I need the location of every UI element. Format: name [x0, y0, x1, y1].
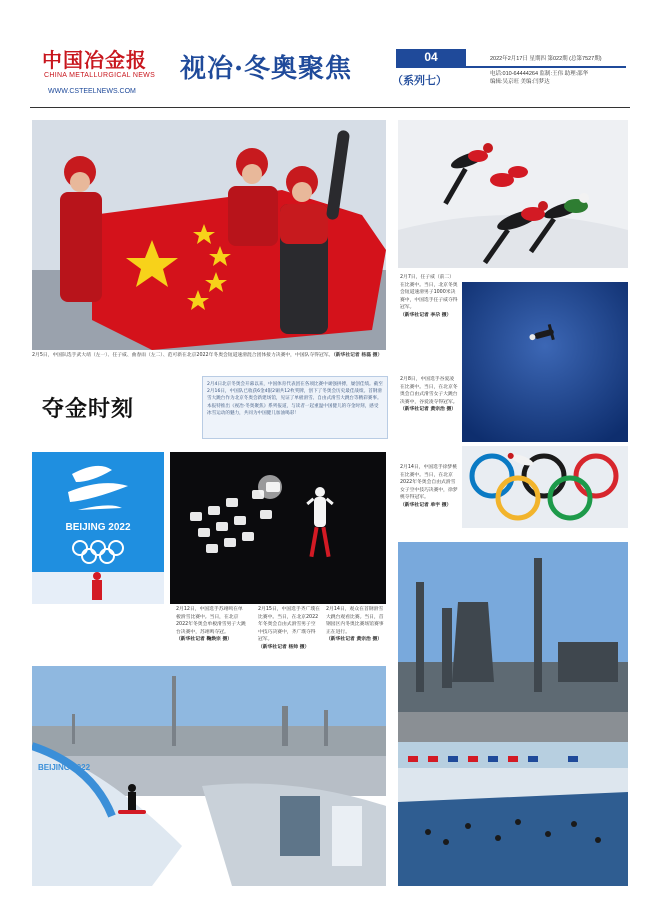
- editor-line: 编辑:吴京旺 美编:闫梦达: [490, 79, 550, 85]
- beijing-2022-wordmark: BEIJING 2022: [65, 522, 131, 533]
- feature-intro-box: [202, 376, 388, 439]
- photo-aerial-skier-sky[interactable]: [462, 282, 628, 442]
- issue-date: 2022年2月17日 星期四 第022期 (总第7527期): [490, 56, 602, 62]
- caption-text: 2月15日，中国选手齐广璞在比赛中。当日，在北京2022年冬奥会自由式滑雪男子空中技巧决赛中，齐广璞夺得冠军。: [258, 607, 320, 643]
- photo-beijing-2022-emblem[interactable]: [32, 452, 164, 604]
- contact-line: 电话:010-64444264 监制:王伟 助理:邵华: [490, 71, 589, 77]
- photo-relay-team-flag[interactable]: [32, 120, 386, 350]
- page-divider: [30, 107, 630, 108]
- caption-credit: （新华社记者 李尕 摄）: [400, 312, 452, 318]
- caption-credit: （新华社记者 鞠焕宗 摄）: [176, 637, 233, 643]
- caption-credit: （新华社记者 黄宗治 摄）: [326, 637, 383, 643]
- newspaper-logo-english: CHINA METALLURGICAL NEWS: [44, 72, 156, 79]
- page-title: 视冶·冬奥聚焦: [180, 54, 353, 84]
- caption-credit: （新华社记者 单宇 摄）: [400, 502, 452, 508]
- photo-shougang-industrial-park[interactable]: [398, 542, 628, 886]
- newspaper-logo[interactable]: 中国冶金报: [42, 48, 147, 72]
- header-divider: [396, 66, 626, 68]
- caption-text: 2月7日，任子威（前二）在比赛中。当日，北京冬奥会短道速滑男子1000米决赛中，中国选手任子威夺得冠军。: [400, 275, 458, 311]
- feature-intro-text: 2月4日北京冬奥会开幕以来，中国体育代表团在各项比赛中顽强拼搏，屡创佳绩。截至2月16日，中国队已收获6金4银2铜共12枚奖牌，创下了冬奥会历史最佳战绩。首钢滑雪大跳台作为北京冬奥会新建场馆，见证了单板滑雪、自由式滑雪大跳台等精彩赛事。本报特推出《视冶·冬奥聚焦》系列报道，与读者一起重温中国健儿的夺金时刻，感受冰雪运动的魅力，共同为中国健儿加油喝彩！: [207, 382, 383, 416]
- photo-short-track-race[interactable]: [398, 120, 628, 268]
- caption-text: 2月12日，中国选手苏翊鸣在单板滑雪比赛中。当日，在北京2022年冬奥会单板滑雪男子大跳台决赛中，苏翊鸣夺冠。: [176, 607, 246, 635]
- series-label: （系列七）: [392, 74, 447, 87]
- caption-aerial-skier: [400, 376, 458, 414]
- masthead: [0, 0, 660, 110]
- caption-credit: （新华社记者 杨磊 摄）: [333, 353, 383, 358]
- caption-text: 2月5日，中国队选手武大靖（左一）、任子威、曲春雨（左二）、范可新在北京2022年冬奥会短道速滑混合团体接力决赛中，中国队夺得冠军。: [32, 353, 334, 358]
- caption-text: 2月14日，观众在首钢滑雪大跳台观看比赛。当日，首钢园区内冬奥比赛场馆赛事正在进行。: [326, 607, 384, 635]
- caption-credit: （新华社记者 黄宗治 摄）: [400, 407, 457, 413]
- caption-text: 2月8日，中国选手谷爱凌在比赛中。当日，在北京冬奥会自由式滑雪女子大跳台决赛中，谷爱凌夺得冠军。: [400, 377, 458, 405]
- caption-night-skier: [258, 606, 320, 652]
- caption-beijing-emblem: [176, 606, 246, 644]
- section-title: 夺金时刻: [42, 397, 135, 422]
- caption-credit: （新华社记者 杨帅 摄）: [258, 644, 310, 650]
- page-number-badge: 04: [396, 49, 466, 66]
- website-link[interactable]: WWW.CSTEELNEWS.COM: [48, 88, 136, 95]
- caption-relay-team: [32, 352, 386, 360]
- caption-text: 2月14日，中国选手徐梦桃在比赛中。当日，在北京2022年冬奥会自由式滑雪女子空中技巧决赛中，徐梦桃夺得冠军。: [400, 465, 458, 501]
- caption-short-track: [400, 274, 458, 320]
- caption-olympic-rings: [400, 464, 458, 510]
- slope-banner-text: BEIJING 2022: [38, 763, 91, 772]
- photo-night-aerial-skier[interactable]: [170, 452, 386, 604]
- caption-big-air-viewers: [326, 606, 386, 644]
- photo-olympic-rings-jump[interactable]: [462, 446, 628, 528]
- photo-big-air-slope-city[interactable]: [32, 666, 386, 886]
